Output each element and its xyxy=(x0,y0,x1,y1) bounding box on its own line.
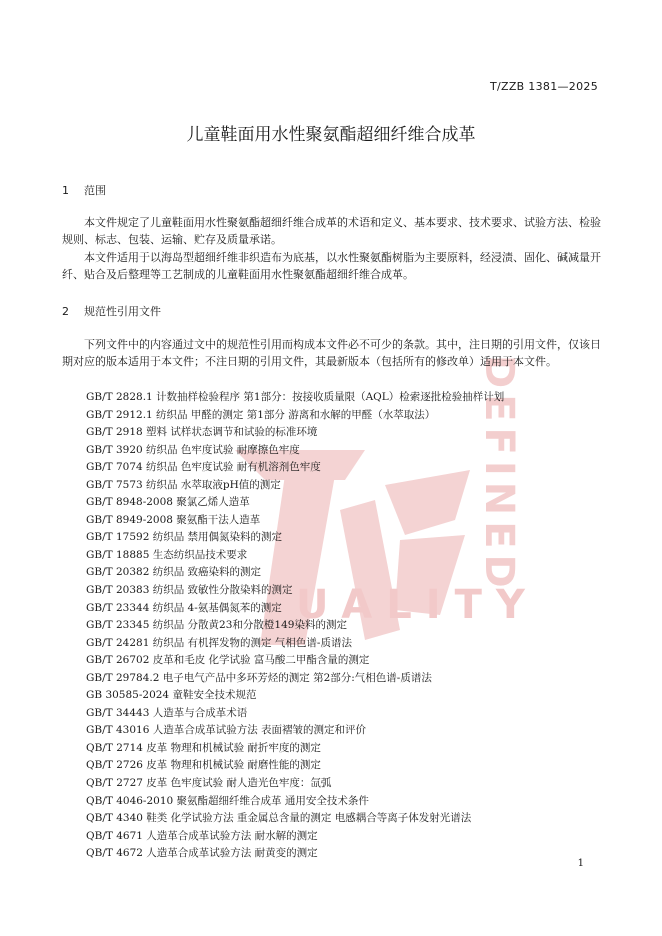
reference-item: QB/T 4671 人造革合成革试验方法 耐水解的测定 xyxy=(86,829,318,842)
reference-item: GB/T 20383 纺织品 致敏性分散染料的测定 xyxy=(86,584,293,597)
reference-item: GB/T 23345 纺织品 分散黄23和分散橙149染料的测定 xyxy=(86,619,347,632)
scope-paragraph-1: 本文件规定了儿童鞋面用水性聚氨酯超细纤维合成革的术语和定义、基本要求、技术要求、试验方法、检验规则、标志、包装、运输、贮存及质量承诺。 xyxy=(62,216,601,246)
document-title: 儿童鞋面用水性聚氨酯超细纤维合成革 xyxy=(186,125,476,145)
reference-item: GB/T 29784.2 电子电气产品中多环芳烃的测定 第2部分:气相色谱-质谱法 xyxy=(86,671,432,684)
reference-item: GB/T 24281 纺织品 有机挥发物的测定 气相色谱-质谱法 xyxy=(86,636,352,649)
section-title: 规范性引用文件 xyxy=(84,305,161,318)
reference-item: GB/T 34443 人造革与合成革术语 xyxy=(86,706,248,719)
reference-item: GB/T 43016 人造革合成革试验方法 表面褶皱的测定和评价 xyxy=(86,724,367,737)
reference-item: GB/T 2912.1 纺织品 甲醛的测定 第1部分 游离和水解的甲醛（水萃取法） xyxy=(86,408,436,421)
section-number: 1 xyxy=(62,184,69,197)
reference-item: QB/T 4340 鞋类 化学试验方法 重金属总含量的测定 电感耦合等离子体发射光谱法 xyxy=(86,812,472,825)
reference-item: GB/T 3920 纺织品 色牢度试验 耐摩擦色牢度 xyxy=(86,443,300,456)
reference-item: QB/T 4046-2010 聚氨酯超细纤维合成革 通用安全技术条件 xyxy=(86,794,369,807)
reference-item: QB/T 2726 皮革 物理和机械试验 耐磨性能的测定 xyxy=(86,759,321,772)
reference-item: GB/T 26702 皮革和毛皮 化学试验 富马酸二甲酯含量的测定 xyxy=(86,654,370,667)
section-heading-normative-references xyxy=(62,303,161,319)
reference-item: QB/T 2714 皮革 物理和机械试验 耐折牢度的测定 xyxy=(86,741,321,754)
reference-item: GB/T 17592 纺织品 禁用偶氮染料的测定 xyxy=(86,531,283,544)
watermark-bottom-text: UALITY xyxy=(296,582,539,628)
section-number: 2 xyxy=(62,305,69,318)
reference-item: GB 30585-2024 童鞋安全技术规范 xyxy=(86,689,257,702)
reference-item: GB/T 2918 塑料 试样状态调节和试验的标准环境 xyxy=(86,426,318,439)
scope-paragraph-2: 本文件适用于以海岛型超细纤维非织造布为底基，以水性聚氨酯树脂为主要原料，经浸渍、固化、碱减量开纤、贴合及后整理等工艺制成的儿童鞋面用水性聚氨酯超细纤维合成革。 xyxy=(62,251,601,281)
reference-item: GB/T 18885 生态纺织品技术要求 xyxy=(86,548,248,561)
section-heading-scope xyxy=(62,182,106,198)
reference-item: GB/T 8948-2008 聚氯乙烯人造革 xyxy=(86,496,250,509)
reference-list xyxy=(86,389,504,863)
page-number: 1 xyxy=(577,858,584,869)
reference-item: GB/T 2828.1 计数抽样检验程序 第1部分：按接收质量限（AQL）检索逐批检验抽样计划 xyxy=(86,391,505,403)
reference-item: GB/T 7573 纺织品 水萃取液pH值的测定 xyxy=(86,478,281,491)
reference-item: GB/T 7074 纺织品 色牢度试验 耐有机溶剂色牢度 xyxy=(86,461,321,474)
reference-item: GB/T 20382 纺织品 致癌染料的测定 xyxy=(86,566,262,579)
references-intro-paragraph: 下列文件中的内容通过文中的规范性引用而构成本文件必不可少的条款。其中，注日期的引用文件，仅该日期对应的版本适用于本文件；不注日期的引用文件，其最新版本（包括所有的修改单）适用于本文件。 xyxy=(62,338,601,368)
watermark-side-text: DEFINED xyxy=(476,355,522,594)
reference-item: GB/T 8949-2008 聚氨酯干法人造革 xyxy=(86,513,261,526)
section-title: 范围 xyxy=(84,184,106,197)
reference-item: QB/T 4672 人造革合成革试验方法 耐黄变的测定 xyxy=(86,847,318,860)
document-code: T/ZZB 1381—2025 xyxy=(489,80,598,93)
reference-item: QB/T 2727 皮革 色牢度试验 耐人造光色牢度：氙弧 xyxy=(86,777,332,790)
reference-item: GB/T 23344 纺织品 4-氨基偶氮苯的测定 xyxy=(86,601,282,614)
